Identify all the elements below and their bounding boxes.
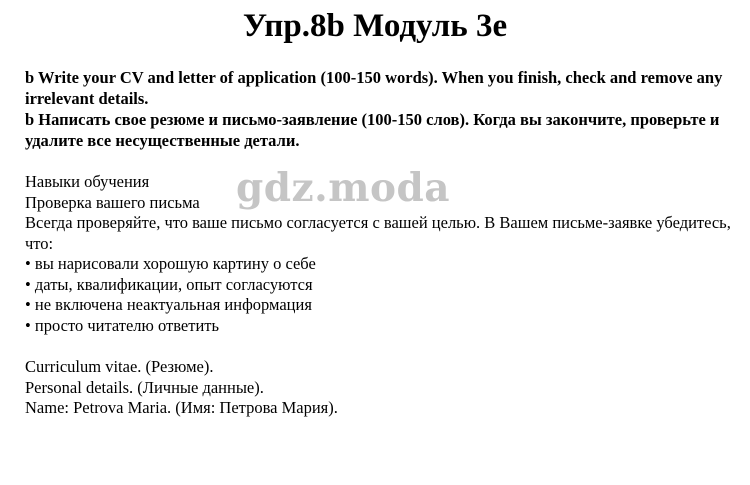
- tips-subheading: Проверка вашего письма: [25, 192, 200, 212]
- tips-intro: Всегда проверяйте, что ваше письмо согласуется с вашей целью. В Вашем письме-заявке убедитесь, что:: [25, 213, 731, 253]
- instruction-english: b Write your CV and letter of application (100-150 words). When you finish, check and remove any irrelevant details.: [25, 68, 723, 108]
- list-item: • не включена неактуальная информация: [25, 295, 312, 314]
- instructions-block: [25, 67, 740, 151]
- tips-heading: Навыки обучения: [25, 172, 150, 191]
- list-item: • просто читателю ответить: [25, 315, 220, 335]
- cv-line-title: Curriculum vitae. (Резюме).: [25, 357, 214, 376]
- list-item: • даты, квалификации, опыт согласуются: [25, 274, 313, 294]
- spacer: [25, 336, 740, 357]
- page-title: Упр.8b Модуль 3e: [242, 8, 508, 44]
- list-item: • вы нарисовали хорошую картину о себе: [25, 254, 316, 273]
- watermark: gdz.moda: [236, 165, 451, 211]
- cv-line-personal-details: Personal details. (Личные данные).: [25, 377, 264, 397]
- answer-body: [25, 172, 740, 419]
- cv-line-name: Name: Petrova Maria. (Имя: Петрова Мария).: [25, 398, 338, 417]
- instruction-russian: b Написать свое резюме и письмо-заявление (100-150 слов). Когда вы закончите, проверьте и удалите все несущественные детали.: [25, 110, 720, 150]
